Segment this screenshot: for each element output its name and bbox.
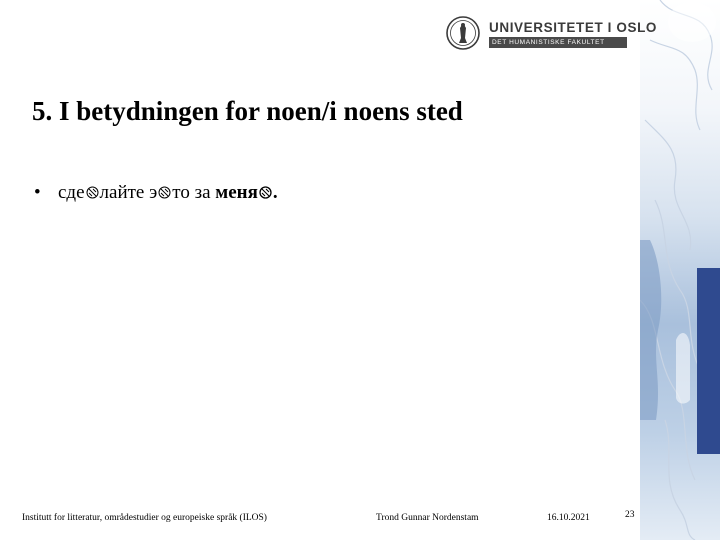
bullet-text-part2: лайте э <box>99 182 158 203</box>
footer-author: Trond Gunnar Nordenstam <box>376 513 479 523</box>
university-seal-icon <box>446 16 480 50</box>
side-accent-bar <box>697 268 720 454</box>
footer-institute: Institutt for litteratur, områdestudier og europeiske språk (ILOS) <box>22 513 267 523</box>
bullet-text-part5: . <box>272 182 278 203</box>
footer-date: 16.10.2021 <box>547 513 590 523</box>
missing-glyph-icon <box>259 186 272 199</box>
missing-glyph-icon <box>158 186 171 199</box>
university-name: UNIVERSITETET I OSLO <box>489 20 658 35</box>
bullet-marker: • <box>34 182 41 203</box>
missing-glyph-icon <box>86 186 99 199</box>
slide-title: 5. I betydningen for noen/i noens sted <box>32 96 463 126</box>
bullet-item <box>34 182 278 204</box>
university-logo <box>446 14 658 54</box>
bullet-text-part1: сде <box>58 182 85 203</box>
page-number: 23 <box>625 510 635 520</box>
faculty-name: DET HUMANISTISKE FAKULTET <box>489 37 627 48</box>
bullet-text-part4: меня <box>215 182 258 203</box>
bullet-text-part3: то за <box>172 182 216 203</box>
